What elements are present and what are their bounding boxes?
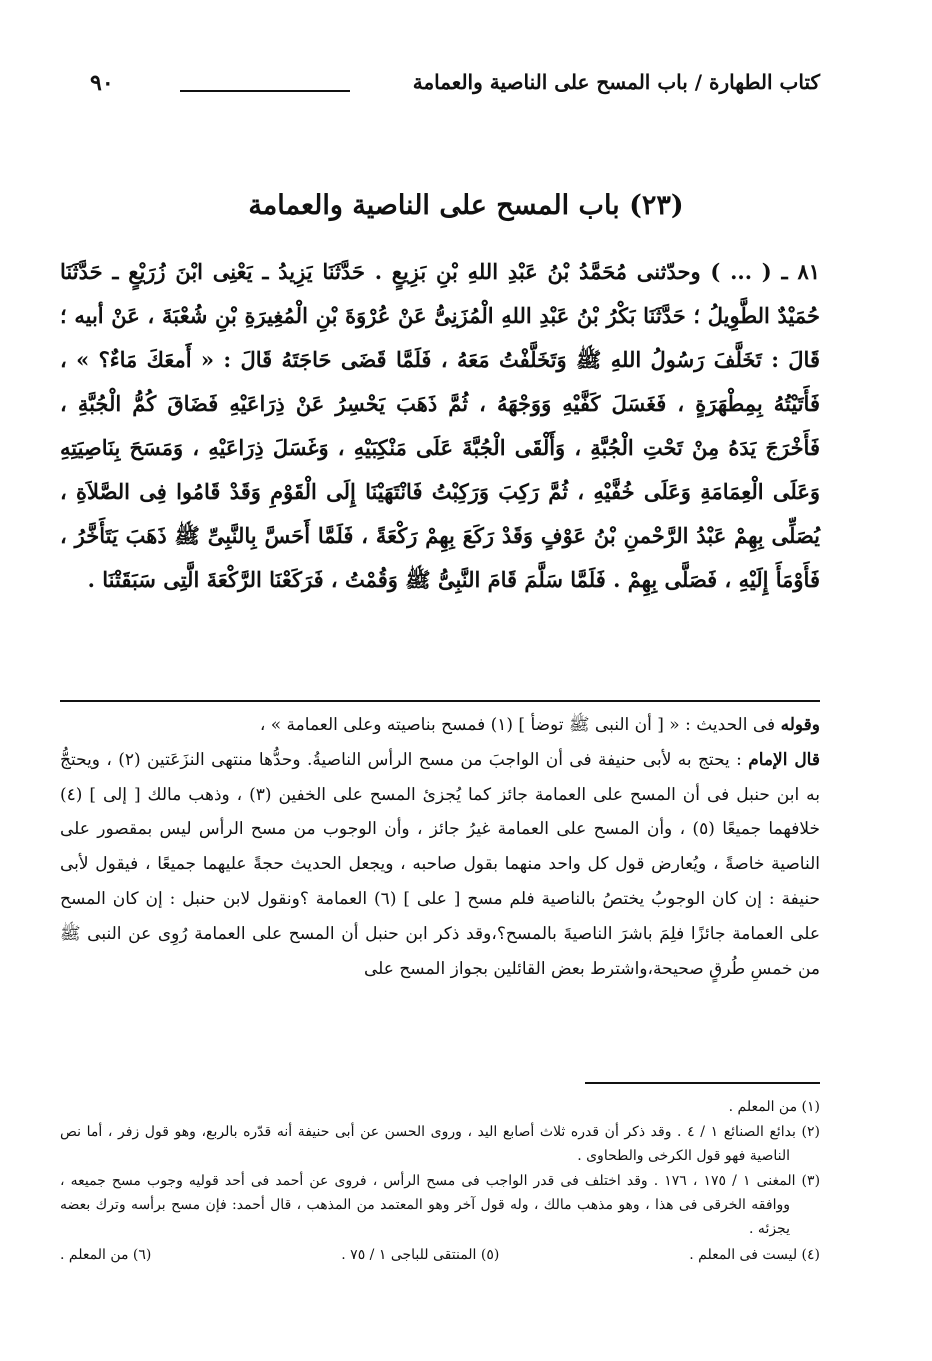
footnotes (60, 1095, 820, 1267)
commentary-lead-text: فى الحديث : « [ أن النبى ﷺ توضأ ] (١) فمسح بناصيته وعلى العمامة » ، (259, 715, 781, 735)
footnote-6: (٦) من المعلم . (60, 1247, 152, 1263)
commentary-body (60, 743, 820, 987)
footnote-2: (٢) بدائع الصنائع ١ / ٤ . وقد ذكر أن قدره ثلاث أصابع اليد ، وروى الحسن عن أبى حنيفة أنه قدّره بالربع، وهو قول زفر ، أما نص الناصية فهو قول الكرخى والطحاوى . (60, 1124, 820, 1164)
footnote-5: (٥) المنتقى للباجى ١ / ٧٥ . (341, 1247, 500, 1263)
hadith-paragraph: ٨١ ـ ( ... ) وحدّثنى مُحَمَّدُ بْنُ عَبْدِ اللهِ بْنِ بَزِيعٍ . حَدَّثَنَا يَزِيدُ ـ يَعْنِى ابْنَ زُرَيْعٍ ـ حَدَّثَنَا حُمَيْدٌ الطَّوِيلُ ؛ حَدَّثَنَا بَكْرُ بْنُ عَبْدِ اللهِ الْمُزَنِىُّ عَنْ عُرْوَةَ بْنِ الْمُغِيرَةِ بْنِ شُعْبَةَ ، عَنْ أبيه ؛ قَالَ : تَخَلَّفَ رَسُولُ اللهِ ﷺ وَتَخَلَّفْتُ مَعَهُ ، فَلَمَّا قَضَى حَاجَتَهُ قَالَ : « أَمعَكَ مَاءٌ؟ » ، فَأَتَيْتُهُ بِمِطْهَرَةٍ ، فَغَسَلَ كَفَّيْهِ وَوَجْهَهُ ، ثُمَّ ذَهَبَ يَحْسِرُ عَنْ ذِرَاعَيْهِ فَضَاقَ كُمُّ الْجُبَّةِ ، فَأَخْرَجَ يَدَهُ مِنْ تَحْتِ الْجُبَّةِ ، وَأَلْقَى الْجُبَّةَ عَلَى مَنْكِبَيْهِ ، وَغَسَلَ ذِرَاعَيْهِ ، وَمَسَحَ بِنَاصِيَتِهِ وَعَلَى الْعِمَامَةِ وَعَلَى خُفَّيْهِ ، ثُمَّ رَكِبَ وَرَكِبْتُ فَانْتَهَيْنَا إِلَى الْقَوْمِ وَقَدْ قَامُوا فِى الصَّلاَةِ ، يُصَلِّى بِهِمْ عَبْدُ الرَّحْمنِ بْنُ عَوْفٍ وَقَدْ رَكَعَ بِهِمْ رَكْعَةً ، فَلَمَّا أَحَسَّ بِالنَّبِىِّ ﷺ ذَهَبَ يَتَأَخَّرُ ، فَأَوْمَأَ إِلَيْهِ ، فَصَلَّى بِهِمْ . فَلَمَّا سَلَّمَ قَامَ النَّبِىُّ ﷺ وَقُمْتُ ، فَرَكَعْنَا الرَّكْعَةَ الَّتِى سَبَقَتْنَا . (60, 259, 820, 592)
footnote-divider (585, 1082, 820, 1084)
footnote-row (60, 1243, 820, 1267)
commentary-lead (60, 708, 820, 743)
page-number: ٩٠ (90, 70, 114, 96)
commentary-body-text: : يحتج به لأبى حنيفة فى أن الواجبَ من مسح الرأس الناصيةُ. وحدُّها منتهى النزَعَتين (٢) ، ويحتجُّ به ابن حنبل فى أن المسح على العمامة جائز كما يُجزئ المسح على الخفين (٣) ، وذهب مالك [ إلى ] (٤) خلافهما جميعًا (٥) ، وأن المسح على العمامة غيرُ جائز ، وأن الوجوب من مسح الرأس ليس بمقصور على الناصية خاصةً ، ويُعارض قول كل واحد منهما بقول صاحبه ، ويجعل الحديث حجةً عليهما جميعًا ، فيقول لأبى حنيفة : إن كان الوجوبُ يختصُ بالناصية فلم مسح [ على ] (٦) العمامة ؟ونقول لابن حنبل : إن كان المسح على العمامة جائزًا فلِمَ باشرَ الناصيةَ بالمسح؟،وقد ذكر ابن حنبل أن المسح على العمامة رُوِى عن النبى ﷺ من خمسِ طُرقٍ صحيحة،واشترط بعض القائلين بجواز المسح على (60, 749, 821, 979)
footnote-3: (٣) المغنى ١ / ١٧٥ ، ١٧٦ . وقد اختلف فى قدر الواجب فى مسح الرأس ، فروى عن أحمد فى أحد قوليه وجوب مسح جميعه ، ووافقه الخرقى فى هذا ، وهو مذهب مالك ، وله قول آخر وهو المعتمد من المذهب ، قال أحمد: فإن مسح برأسه وترك بعضه يجزئه . (60, 1173, 821, 1237)
footnote-4: (٤) ليست فى المعلم . (689, 1247, 820, 1263)
footnote-1: (١) من المعلم . (728, 1099, 820, 1115)
section-divider (60, 700, 820, 702)
header-rule (180, 90, 350, 92)
commentary-block (60, 708, 820, 986)
imam-label: قال الإمام (748, 749, 820, 770)
hadith-text-block (60, 250, 820, 602)
running-header (90, 70, 820, 110)
running-title: كتاب الطهارة / باب المسح على الناصية والعمامة (412, 70, 820, 94)
chapter-title: (٢٣) باب المسح على الناصية والعمامة (248, 190, 684, 221)
commentary-lead-label: وقوله (780, 715, 820, 735)
